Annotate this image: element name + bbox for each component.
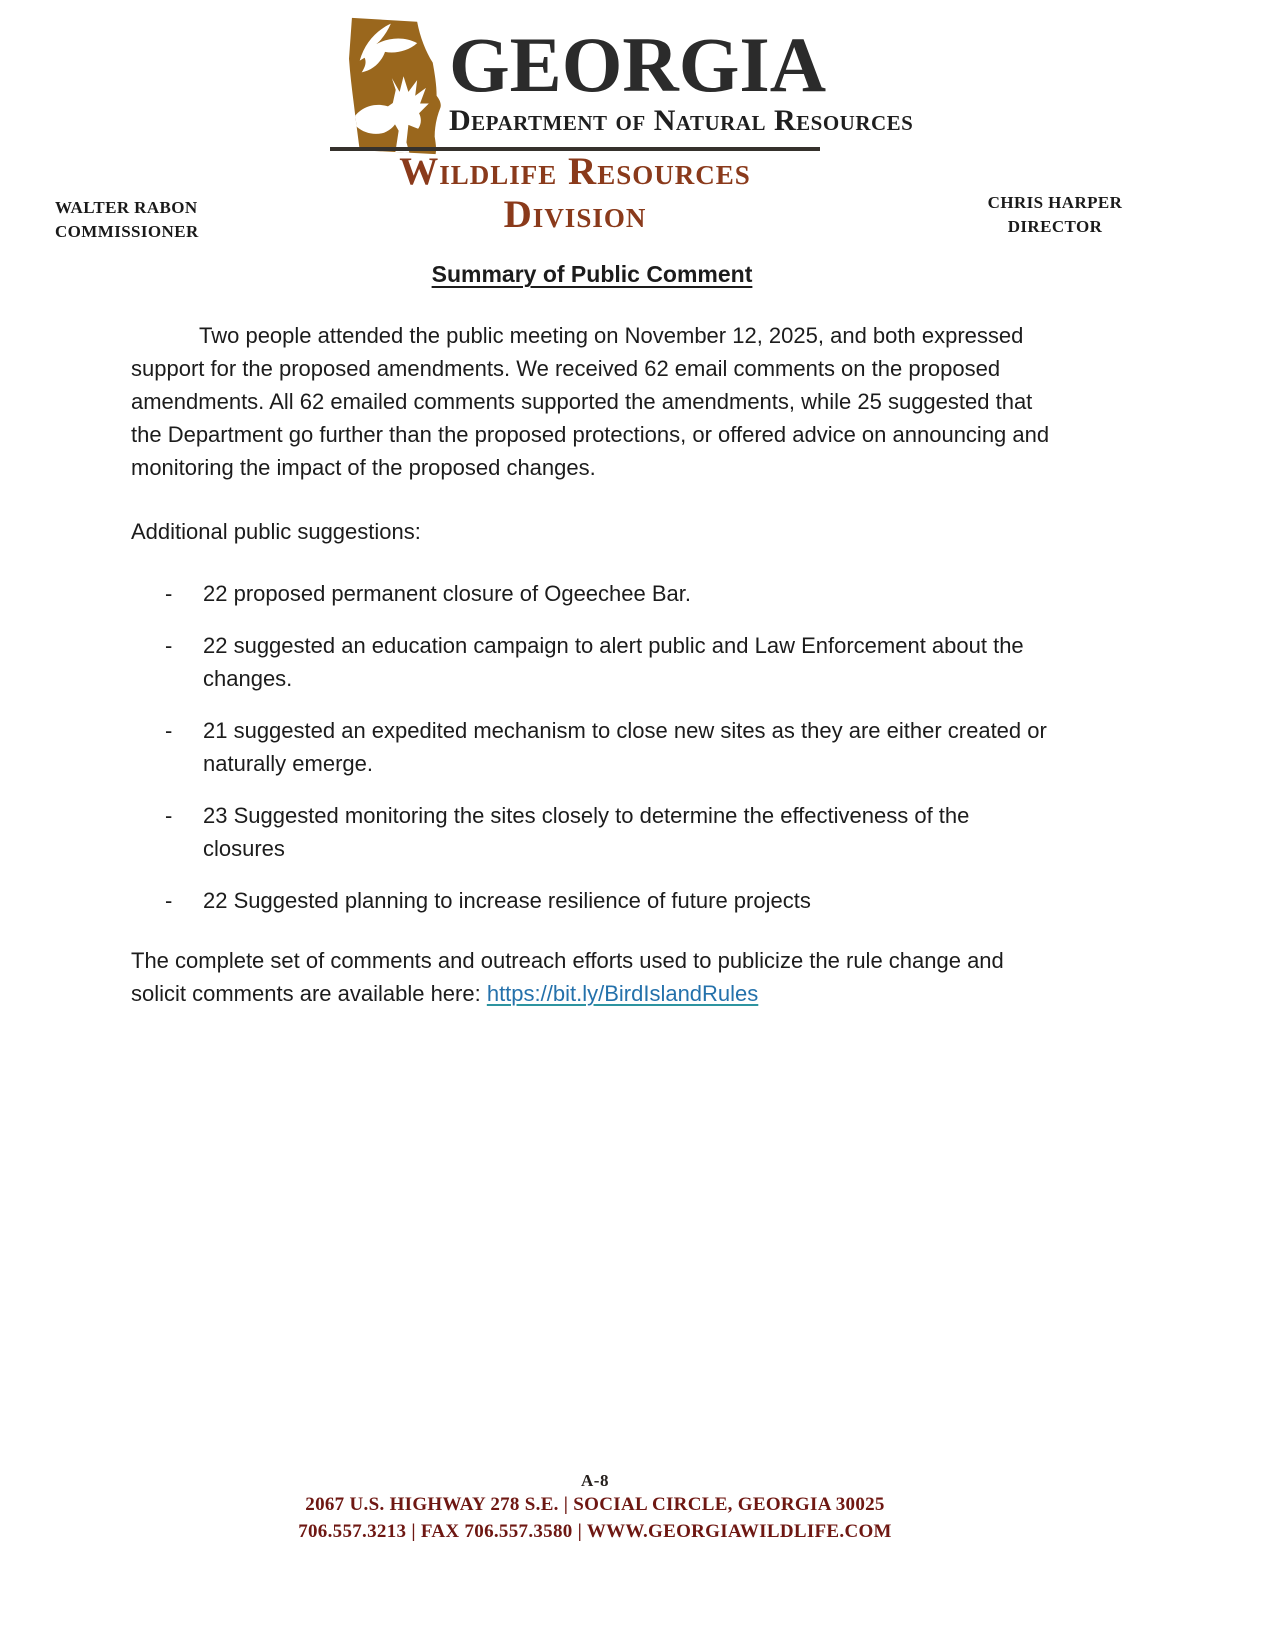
document-body <box>131 258 1053 1010</box>
list-item-text: 22 Suggested planning to increase resilience of future projects <box>203 888 811 913</box>
list-item-text: 22 proposed permanent closure of Ogeechee Bar. <box>203 581 691 606</box>
page-number: A-8 <box>581 1471 609 1490</box>
division-banner: Wildlife Resources Division <box>399 150 751 236</box>
director-block <box>972 191 1138 239</box>
list-item-text: 23 Suggested monitoring the sites closely to determine the effectiveness of the closures <box>203 803 970 861</box>
bullet-marker: - <box>165 718 173 743</box>
bullet-marker: - <box>165 581 173 606</box>
list-item <box>131 714 1053 780</box>
intro-paragraph: Two people attended the public meeting on November 12, 2025, and both expressed support for the proposed amendments. We received 62 email comments on the proposed amendments. All 62 emailed comments supported the amendments, while 25 suggested that the Department go further than the proposed protections, or offered advice on announcing and monitoring the impact of the proposed changes. <box>131 323 1050 480</box>
org-subtitle: Department of Natural Resources <box>449 104 914 138</box>
page-title: Summary of Public Comment <box>431 261 753 287</box>
list-item <box>131 629 1053 695</box>
footer-contact: 706.557.3213 | FAX 706.557.3580 | WWW.GEORGIAWILDLIFE.COM <box>298 1521 892 1542</box>
footer-address: 2067 U.S. HIGHWAY 278 S.E. | SOCIAL CIRCLE, GEORGIA 30025 <box>305 1494 885 1515</box>
director-title: DIRECTOR <box>1007 217 1103 236</box>
org-name: GEORGIA <box>449 21 827 108</box>
suggestion-list <box>131 577 1053 917</box>
bullet-marker: - <box>165 888 173 913</box>
bird-island-rules-link[interactable]: https://bit.ly/BirdIslandRules <box>486 981 759 1006</box>
bullet-marker: - <box>165 633 173 658</box>
director-name: CHRIS HARPER <box>987 193 1123 212</box>
commissioner-title: COMMISSIONER <box>55 222 199 241</box>
page-footer <box>0 1471 1190 1543</box>
georgia-state-wildlife-icon <box>327 12 445 158</box>
list-item <box>131 884 1053 917</box>
list-item <box>131 577 1053 610</box>
suggestions-heading: Additional public suggestions: <box>131 519 421 544</box>
list-item-text: 21 suggested an expedited mechanism to close new sites as they are either created or naturally emerge. <box>203 718 1047 776</box>
agency-logo <box>327 12 913 158</box>
bullet-marker: - <box>165 803 173 828</box>
closing-text: The complete set of comments and outreach efforts used to publicize the rule change and solicit comments are available here: <box>131 948 1004 1006</box>
commissioner-name: WALTER RABON <box>55 198 198 217</box>
closing-paragraph <box>131 944 1053 1010</box>
list-item <box>131 799 1053 865</box>
commissioner-block <box>55 196 199 244</box>
list-item-text: 22 suggested an education campaign to alert public and Law Enforcement about the changes. <box>203 633 1024 691</box>
